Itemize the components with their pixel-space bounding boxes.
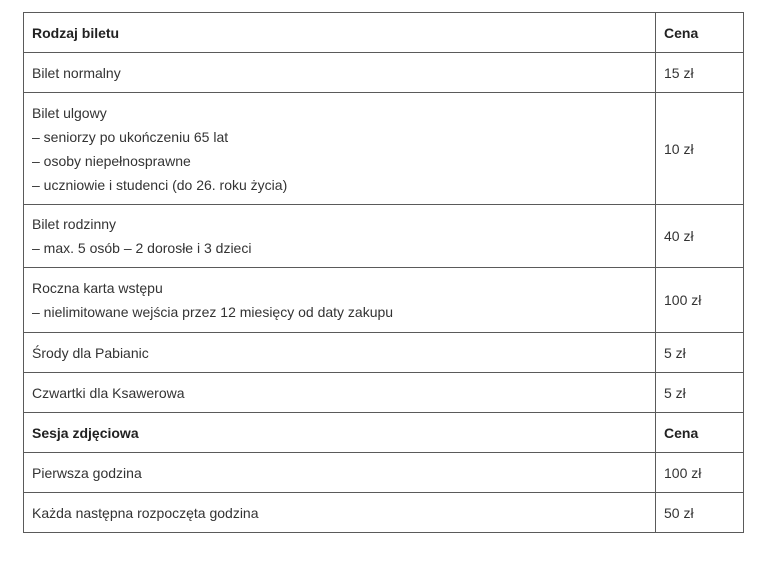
ticket-type-cell <box>24 268 656 333</box>
table-row <box>24 453 744 493</box>
cell-line: – uczniowie i studenci (do 26. roku życia) <box>32 176 288 193</box>
cell-line: – nielimitowane wejścia przez 12 miesięcy od daty zakupu <box>32 304 394 320</box>
table-header-row <box>24 413 744 453</box>
column-header-ticket-type <box>24 13 656 53</box>
cell-line: Roczna karta wstępu <box>32 280 163 296</box>
cell-line: Rodzaj biletu <box>32 24 120 41</box>
cell-line: Bilet normalny <box>32 64 121 81</box>
table-header-row <box>24 13 744 53</box>
cell-line: – max. 5 osób – 2 dorosłe i 3 dzieci <box>32 240 252 256</box>
price-cell: 40 zł <box>656 205 744 268</box>
price-cell: 5 zł <box>656 333 744 373</box>
ticket-type-cell <box>24 205 656 268</box>
table-row <box>24 333 744 373</box>
ticket-type-cell <box>24 453 656 493</box>
ticket-type-cell <box>24 93 656 205</box>
table-row <box>24 205 744 268</box>
cell-line: Każda następna rozpoczęta godzina <box>32 504 259 521</box>
column-header-price: Cena <box>656 413 744 453</box>
cell-line: Czwartki dla Ksawerowa <box>32 384 185 401</box>
table-row <box>24 268 744 333</box>
cell-line: – seniorzy po ukończeniu 65 lat <box>32 128 229 145</box>
table-row <box>24 53 744 93</box>
price-cell: 100 zł <box>656 453 744 493</box>
ticket-type-cell <box>24 53 656 93</box>
table-row <box>24 373 744 413</box>
cell-line: Bilet rodzinny <box>32 216 117 232</box>
table-row <box>24 493 744 533</box>
column-header-price: Cena <box>656 13 744 53</box>
price-cell: 15 zł <box>656 53 744 93</box>
cell-line: – osoby niepełnosprawne <box>32 152 191 169</box>
price-cell: 100 zł <box>656 268 744 333</box>
cell-line: Bilet ulgowy <box>32 104 107 121</box>
cell-line: Środy dla Pabianic <box>32 344 149 361</box>
price-cell: 5 zł <box>656 373 744 413</box>
cell-line: Sesja zdjęciowa <box>32 424 139 441</box>
table-row <box>24 93 744 205</box>
cell-line: Pierwsza godzina <box>32 464 142 481</box>
ticket-type-cell <box>24 373 656 413</box>
ticket-type-cell <box>24 333 656 373</box>
price-cell: 10 zł <box>656 93 744 205</box>
column-header-session-type <box>24 413 656 453</box>
ticket-price-table <box>23 12 744 533</box>
ticket-type-cell <box>24 493 656 533</box>
price-cell: 50 zł <box>656 493 744 533</box>
